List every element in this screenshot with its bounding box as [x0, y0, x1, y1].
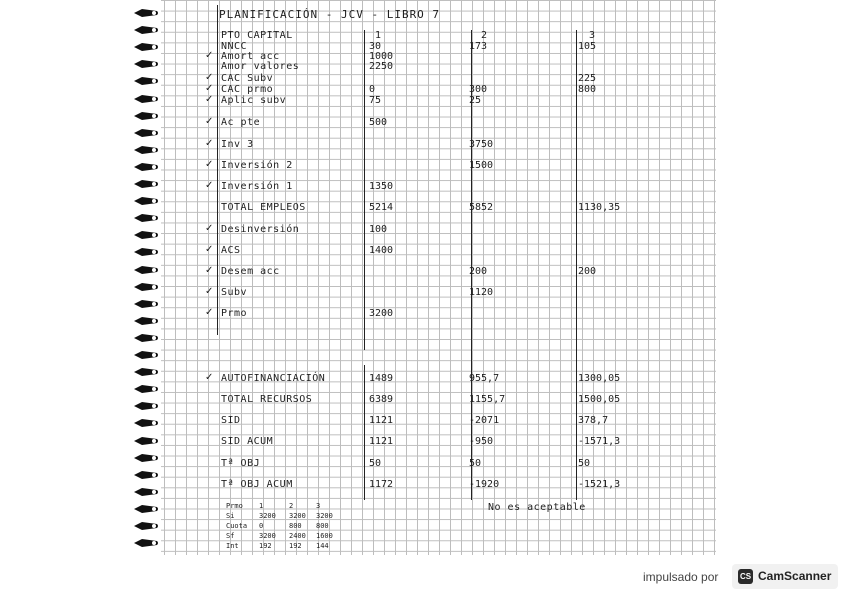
cell-value: 500	[369, 117, 388, 128]
cell-value: 1155,7	[469, 394, 506, 405]
cell-value: 800	[578, 84, 597, 95]
cell-value: 0	[369, 84, 376, 95]
row-label: TOTAL RECURSOS	[221, 394, 313, 405]
row-label: PTO CAPITAL	[221, 30, 293, 41]
row-label: Desinversión	[221, 224, 300, 235]
row-label: Subv	[221, 287, 248, 298]
spiral-ring	[133, 500, 159, 512]
row-label: Ac pte	[221, 117, 261, 128]
spiral-ring	[133, 175, 159, 187]
camscanner-badge	[732, 564, 838, 589]
mini-table-cell: 800	[316, 522, 329, 530]
spiral-ring	[133, 295, 159, 307]
cell-value: 75	[369, 95, 382, 106]
cell-value: 300	[469, 84, 488, 95]
row-label: Inversión 2	[221, 160, 293, 171]
cell-value: 3750	[469, 139, 494, 150]
spiral-ring	[133, 346, 159, 358]
cell-value: 1300,05	[578, 373, 621, 384]
col-header: 2	[481, 30, 488, 41]
spiral-ring	[133, 158, 159, 170]
cell-value: 6389	[369, 394, 394, 405]
check-mark-icon: ✓	[205, 307, 214, 318]
mini-table-cell: 1600	[316, 532, 333, 540]
row-label: Amor valores	[221, 61, 300, 72]
mini-table-cell: Si	[226, 512, 235, 520]
mini-table-cell: 3200	[259, 512, 276, 520]
camscanner-logo-icon: CS	[738, 569, 753, 584]
row-label: ACS	[221, 245, 241, 256]
cell-value: -2071	[469, 415, 500, 426]
spiral-ring	[133, 38, 159, 50]
camscanner-brand-name: CamScanner	[758, 569, 832, 583]
cell-value: 1000	[369, 51, 394, 62]
check-mark-icon: ✓	[205, 50, 214, 61]
spiral-ring	[133, 517, 159, 529]
mini-table-cell: 800	[289, 522, 302, 530]
spiral-ring	[133, 107, 159, 119]
cell-value: 378,7	[578, 415, 609, 426]
mini-table-cell: Cuota	[226, 522, 248, 530]
spiral-ring	[133, 363, 159, 375]
scanner-footer	[0, 555, 848, 599]
cell-value: 1500	[469, 160, 494, 171]
cell-value: 1350	[369, 181, 394, 192]
mini-table-cell: 192	[259, 542, 272, 550]
mini-table-header: 1	[259, 502, 264, 510]
column-divider	[576, 30, 577, 500]
cell-value: 25	[469, 95, 482, 106]
spiral-ring	[133, 72, 159, 84]
cell-value: 955,7	[469, 373, 500, 384]
spiral-ring	[133, 226, 159, 238]
col-header: 3	[589, 30, 596, 41]
cell-value: 100	[369, 224, 388, 235]
cell-value: -950	[469, 436, 494, 447]
cell-value: 2250	[369, 61, 394, 72]
mini-table-cell: 3200	[289, 512, 306, 520]
cell-value: 1400	[369, 245, 394, 256]
row-label: Desem acc	[221, 266, 280, 277]
cell-value: 5852	[469, 202, 494, 213]
check-mark-icon: ✓	[205, 83, 214, 94]
row-label: AUTOFINANCIACIÓN	[221, 373, 326, 384]
check-mark-icon: ✓	[205, 180, 214, 191]
spiral-ring	[133, 261, 159, 273]
cell-value: 1130,35	[578, 202, 621, 213]
row-label: SID	[221, 415, 241, 426]
check-mark-icon: ✓	[205, 72, 214, 83]
cell-value: 1121	[369, 415, 394, 426]
spiral-ring	[133, 90, 159, 102]
cell-value: -1521,3	[578, 479, 621, 490]
spiral-ring	[133, 534, 159, 546]
mini-table-cell: 3200	[316, 512, 333, 520]
cell-value: 5214	[369, 202, 394, 213]
col-header: 1	[375, 30, 382, 41]
cell-value: 30	[369, 41, 382, 52]
cell-value: 3200	[369, 308, 394, 319]
check-mark-icon: ✓	[205, 223, 214, 234]
check-mark-icon: ✓	[205, 94, 214, 105]
spiral-ring	[133, 124, 159, 136]
cell-value: -1571,3	[578, 436, 621, 447]
row-label: Tª OBJ	[221, 458, 261, 469]
spiral-ring	[133, 192, 159, 204]
check-mark-icon: ✓	[205, 138, 214, 149]
spiral-ring	[133, 278, 159, 290]
cell-value: 50	[578, 458, 591, 469]
spiral-ring	[133, 141, 159, 153]
cell-value: 200	[469, 266, 488, 277]
scanned-notebook-page	[131, 0, 716, 555]
spiral-ring	[133, 21, 159, 33]
mini-table-cell: 144	[316, 542, 329, 550]
mini-table-cell: 0	[259, 522, 264, 530]
spiral-ring	[133, 4, 159, 16]
row-label: Tª OBJ ACUM	[221, 479, 293, 490]
mini-table-cell: 192	[289, 542, 302, 550]
mini-table-header: 2	[289, 502, 294, 510]
column-divider	[364, 365, 365, 500]
mini-table-cell: 3200	[259, 532, 276, 540]
spiral-ring	[133, 209, 159, 221]
spiral-ring	[133, 312, 159, 324]
row-label: Inversión 1	[221, 181, 293, 192]
cell-value: 1172	[369, 479, 394, 490]
spiral-ring	[133, 243, 159, 255]
cell-value: -1920	[469, 479, 500, 490]
check-mark-icon: ✓	[205, 286, 214, 297]
cell-value: 105	[578, 41, 597, 52]
spiral-ring	[133, 380, 159, 392]
row-label: Prmo	[221, 308, 248, 319]
cell-value: 1121	[369, 436, 394, 447]
row-label: SID ACUM	[221, 436, 274, 447]
spiral-ring	[133, 432, 159, 444]
cell-value: 225	[578, 73, 597, 84]
spiral-ring	[133, 329, 159, 341]
mini-table-header: 3	[316, 502, 321, 510]
cell-value: 200	[578, 266, 597, 277]
spiral-ring	[133, 55, 159, 67]
check-mark-icon: ✓	[205, 159, 214, 170]
row-label: Inv 3	[221, 139, 254, 150]
cell-value: 50	[369, 458, 382, 469]
check-mark-icon: ✓	[205, 372, 214, 383]
mini-table-cell: 2400	[289, 532, 306, 540]
cell-value: 173	[469, 41, 488, 52]
powered-by-text: impulsado por	[643, 570, 719, 584]
spiral-ring	[133, 466, 159, 478]
mini-table-header: Prmo	[226, 502, 243, 510]
cell-value: 50	[469, 458, 482, 469]
handwritten-note: No es aceptable	[488, 502, 586, 513]
row-label: CAC Subv	[221, 73, 274, 84]
spiral-ring	[133, 483, 159, 495]
check-mark-icon: ✓	[205, 265, 214, 276]
mini-table-cell: Sf	[226, 532, 235, 540]
spiral-ring	[133, 449, 159, 461]
spiral-binding	[131, 0, 161, 555]
check-mark-icon: ✓	[205, 244, 214, 255]
cell-value: 1489	[369, 373, 394, 384]
spiral-ring	[133, 397, 159, 409]
spiral-ring	[133, 414, 159, 426]
mini-table-cell: Int	[226, 542, 239, 550]
row-label: TOTAL EMPLEOS	[221, 202, 306, 213]
cell-value: 1120	[469, 287, 494, 298]
cell-value: 1500,05	[578, 394, 621, 405]
sheet-title: PLANIFICACIÓN - JCV - LIBRO 7	[219, 8, 441, 21]
row-label: NNCC	[221, 41, 248, 52]
row-label: CAC prmo	[221, 84, 274, 95]
column-divider	[364, 30, 365, 350]
column-divider	[217, 5, 218, 335]
row-label: Aplic subv	[221, 95, 287, 106]
row-label: Amort acc	[221, 51, 280, 62]
check-mark-icon: ✓	[205, 116, 214, 127]
